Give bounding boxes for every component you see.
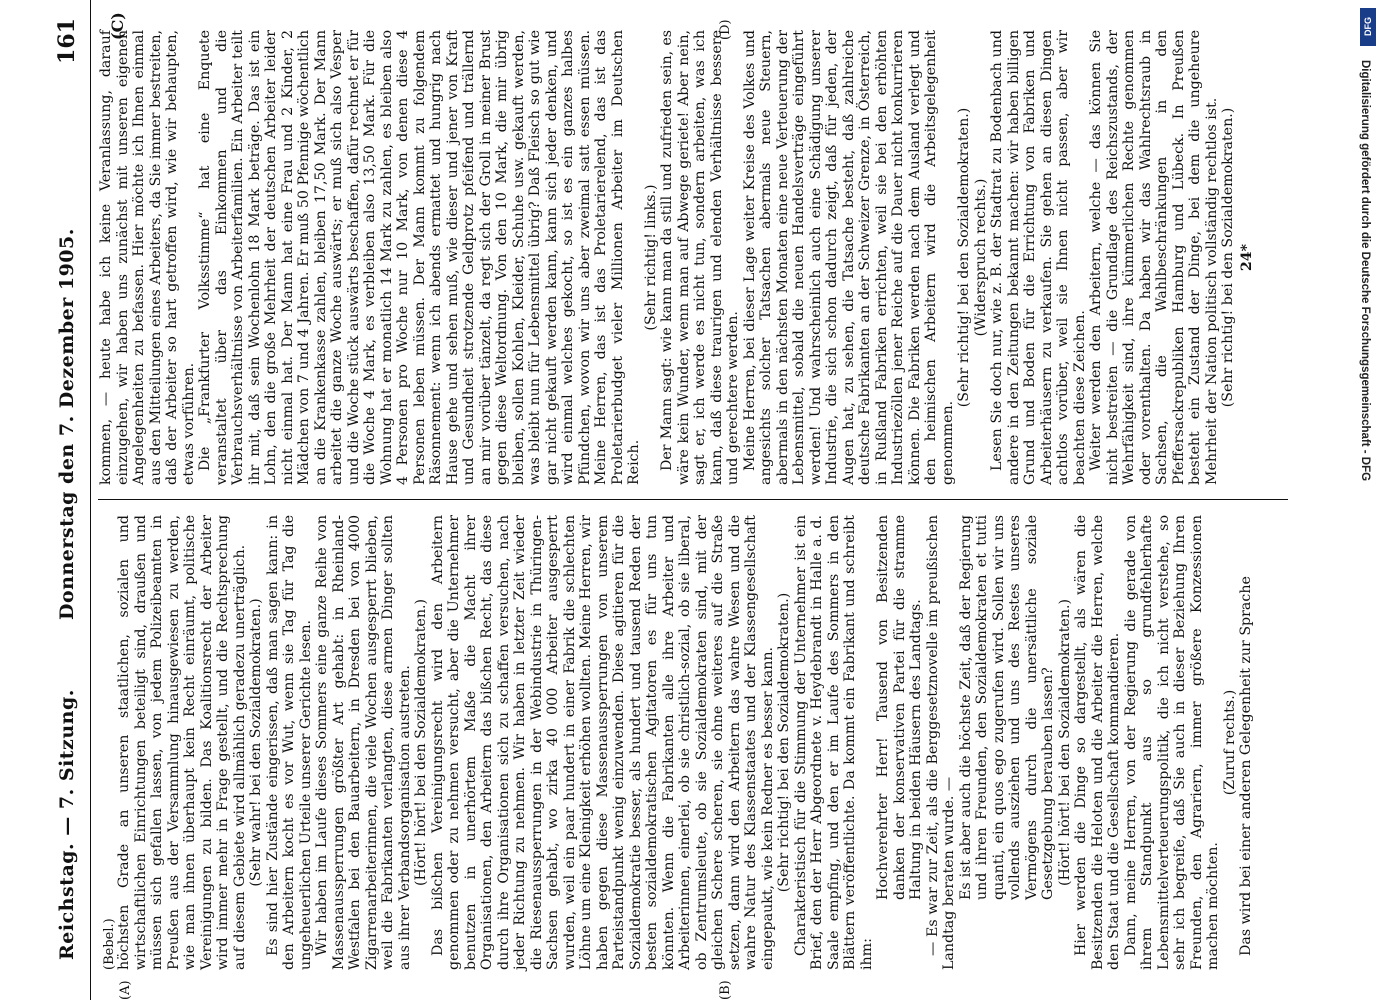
interjection: (Sehr richtig! bei den Sozialdemokraten.) <box>776 592 792 893</box>
paragraph: Weiter werden den Arbeitern, welche — das können Sie nicht bestreiten — die Grundlage des Reichszustands, der Wehrfähigkeit sind, ihre kümmerlichen Rechte genommen oder vorenthalten. Da haben wir das Wahlrechtsraub in Sachsen, die Wahlbeschränkungen in den Pfeffersackrepubliken Hamburg und Lübeck. In Preußen besteht ein Zustand der Dinge, bei dem die ungeheure Mehrheit der Nation politisch vollständig rechtlos ist. <box>1088 30 1220 485</box>
paragraph: Wir haben im Laufe dieses Sommers eine ganze Reihe von Massenaussperrungen größter Art gehabt: in Rheinland-Westfalen bei den Bauarbeitern, in Dresden bei von 4000 Zigarrenarbeiterinnen, die viele Wochen ausgesperrt blieben, weil die Fabrikanten verlangten, diese armen Dinger sollten aus ihrer Verbandsorganisation austreten. <box>314 515 413 970</box>
paragraph: Charakteristisch für die Stimmung der Unternehmer ist ein Brief, den der Herr Abgeordnete v. Heydebrandt in Halle a. d. Saale empfing, und den er im Laufe des Sommers in den Blättern veröffentlichte. Da kommt ein Fabrikant und schreibt ihm: <box>792 515 875 970</box>
quoted-letter: Hochverehrter Herr! Tausend von Besitzenden danken der konservativen Partei für die stramme Haltung in beiden Häusern des Landtags. <box>875 515 924 900</box>
interjection: (Sehr richtig! bei den Sozialdemokraten.) <box>956 107 972 408</box>
page-header <box>48 0 91 1000</box>
paragraph: kommen, — heute habe ich keine Veranlassung, darauf einzugehen, wir haben uns zunächst mit unseren eigenen Angelegenheiten zu befassen. Hier möchte ich Ihnen einmal aus den Mitteilungen eines Arbeiters, da Sie immer bestreiten, daß der Arbeiter so hart getroffen wird, wie wir behaupten, etwas vorführen. <box>98 30 197 485</box>
interjection: (Hört! hört! bei den Sozialdemokraten.) <box>1056 598 1073 887</box>
header-date: Donnerstag den 7. Dezember 1905. <box>56 228 78 620</box>
margin-mark-b: (B) <box>718 980 733 1000</box>
margin-mark-a: (A) <box>118 980 133 1000</box>
right-column <box>98 30 1255 485</box>
speaker-mark: (Bebel.) <box>102 918 117 970</box>
digitization-credit <box>1355 52 1377 702</box>
paragraph: Das bißchen Vereinigungsrecht wird den Arbeitern genommen oder zu nehmen versucht, aber die Unternehmer benutzen in unerhörtem Maße die Macht ihrer Organisationen, den Arbeitern das bißchen Recht, das diese durch ihre Organisationen sich zu schaffen versuchen, nach jeder Richtung zu nehmen. Wir haben in letzter Zeit wieder die Riesenaussperrungen in der Webindustrie in Thüringen-Sachsen gehabt, wo zirka 40 000 Arbeiter ausgesperrt wurden, weil ein paar hundert in einer Fabrik die schlechten Löhne um eine Kleinigkeit erhöhen wollten. Meine Herren, wir haben gegen diese Massenaussperrungen von unserem Parteistandpunkt wenig einzuwenden. Diese agitieren für die Sozialdemokratie besser, als hundert und tausend Reden der besten sozialdemokratischen Agitatoren es für uns tun könnten. Wenn die Fabrikanten alle ihre Arbeiter und Arbeiterinnen, einerlei, ob sie christlich-sozial, ob sie liberal, ob Zentrumsleute, ob sie Sozialdemokraten sind, mit der gleichen Schere scheren, sie ohne weiteres auf die Straße setzen, dann wird den Arbeitern das wahre Wesen und die wahre Natur des Klassenstaates und der Klassengesellschaft eingepaukt, wie kein Redner es besser kann. <box>429 515 776 970</box>
column-divider <box>98 499 1288 500</box>
corner-mark: (C) <box>108 12 127 40</box>
paragraph: Es sind hier Zustände eingerissen, daß man sagen kann: in den Arbeitern kocht es vor Wut, wenn sie Tag für Tag die ungeheuerlichen Urteile unserer Gerichte lesen. <box>264 515 314 970</box>
sheet-signature: 24* <box>1238 243 1255 272</box>
interjection: (Hört! hört! bei den Sozialdemokraten.) <box>413 598 429 887</box>
interjection: (Zuruf rechts.) <box>1221 689 1238 796</box>
rotated-page <box>18 0 1333 1000</box>
dfg-logo: DFG <box>1360 8 1376 46</box>
paragraph: Der Mann sagt: wie kann man da still und zufrieden sein, es wäre kein Wunder, wenn man auf Abwege geriete! Aber nein, sagt er, ich werde es nicht tun, sondern arbeiten, was ich kann, daß diese traurigen und elenden Verhältnisse bessere und gerechtere werden. <box>659 30 741 485</box>
paragraph: Das wird bei einer anderen Gelegenheit zur Sprache <box>1238 576 1254 956</box>
left-column <box>116 515 1255 970</box>
paragraph: Hier werden die Dinge so dargestellt, als wären die Besitzenden die Heloten und die Arbeiter die Herren, welche den Staat und die Gesellschaft kommandieren. <box>1073 515 1122 970</box>
paragraph: Lesen Sie doch nur, wie z. B. der Stadtrat zu Bodenbach und andere in den Zeitungen bekannt machen: wir haben billigen Grund und Boden für die Errichtung von Fabriken und Arbeiterhäusern zu verkaufen. Sie gehen an diesen Dingen achtlos vorüber, weil sie Ihnen nicht passen, aber wir beachten diese Zeichen. <box>989 30 1088 485</box>
interjection: (Widerspruch rechts.) <box>972 178 989 337</box>
credit-text: Digitalisierung gefördert durch die Deutsche Forschungsgemeinschaft - DFG <box>1359 60 1371 482</box>
paragraph: Dann, meine Herren, von der Regierung die gerade von ihrem Standpunkt aus so grundfehlerhafte Lebensmittelverteuerungspolitik, die ich nicht verstehe, so sehr ich begreife, daß Sie auch in dieser Beziehung Ihren Freunden, den Agrariern, immer größere Konzessionen machen möchten. <box>1122 515 1221 970</box>
interjection: (Sehr richtig! bei den Sozialdemokraten.) <box>1220 107 1236 408</box>
header-session: Reichstag. — 7. Sitzung. <box>56 689 78 960</box>
margin-mark-d: (D) <box>718 19 733 40</box>
quoted-letter: Es ist aber auch die höchste Zeit, daß der Regierung und ihren Freunden, den Sozialdemokraten et tutti quanti, ein quos ego zugerufen wird. Sollen wir uns vollends ausziehen und uns des Restes unseres Vermögens durch die unersättliche soziale Gesetzgebung berauben lassen? <box>957 515 1056 900</box>
paragraph: — Es war zur Zeit, als die Berggesetznovelle im preußischen Landtag beraten wurde. — <box>924 515 957 970</box>
interjection: (Sehr wahr! bei den Sozialdemokraten.) <box>248 598 264 887</box>
paragraph: höchsten Grade an unseren staatlichen, sozialen und wirtschaftlichen Einrichtungen beteiligt sind, draußen und müssen sich gefallen lassen, von jedem Polizeibeamten in Preußen aus der Versammlung hinausgewiesen zu werden, wie man ihnen überhaupt kein Recht einräumt, politische Vereinigungen zu bilden. Das Koalitionsrecht der Arbeiter wird immer mehr in Frage gestellt, und die Rechtsprechung auf diesem Gebiete wird allmählich geradezu unerträglich. <box>116 515 248 970</box>
paragraph: Die „Frankfurter Volksstimme“ hat eine Enquete veranstaltet über das Einkommen und die Verbrauchsverhältnisse von Arbeiterfamilien. Ein Arbeiter teilt ihr mit, daß sein Wochenlohn 18 Mark beträge. Das ist ein Lohn, den die große Mehrheit der deutschen Arbeiter leider nicht einmal hat. Der Mann hat eine Frau und 2 Kinder, 2 Mädchen von 7 und 4 Jahren. Er muß 50 Pfennige wöchentlich an die Krankenkasse zahlen, bleiben 17,50 Mark. Der Mann arbeitet die ganze Woche auswärts; er muß sich also Vesper und die Woche stück auswärts beschaffen, dafür rechnet er für die Woche 4 Mark, es verbleiben also 13,50 Mark. Für die Wohnung hat er monatlich 14 Mark zu zahlen, es bleiben also 4 Personen pro Woche nur 10 Mark, von denen diese 4 Personen leben müssen. Der Mann kommt zu folgendem Räsonnement: wenn ich abends ermattet und hungrig nach Hause gehe und sehen muß, wie dieser und jener von Kraft und Gesundheit strotzende Geldprotz pfeifend und trällernd an mir vorüber tänzelt, da regt sich der Groll in meiner Brust gegen diese Weltordnung. Von den 10 Mark, die mir übrig bleiben, sollen Kohlen, Kleider, Schuhe usw. gekauft werden, was bleibt nun für Lebensmittel übrig? Daß Fleisch so gut wie gar nicht gekauft werden kann, kann sich jeder denken, und wird einmal welches gekocht, so ist es ein ganzes halbes Pfündchen, wovon wir uns aber zweimal satt essen müssen. Meine Herren, das ist das Proletarierelend, das ist das Proletarierbudget vieler Millionen Arbeiter im Deutschen Reich. <box>197 30 642 485</box>
paragraph: Meine Herren, bei dieser Lage weiter Kreise des Volkes und angesichts solcher Tatsachen abermals neue Steuern, abermals in den nächsten Monaten eine neue Verteuerung der Lebensmittel, sobald die neuen Handelsverträge eingeführt werden! Und wahrscheinlich auch eine Schädigung unserer Industrie, die sich schon dadurch zeigt, daß für jeden, der Augen hat, zu sehen, die Tatsache besteht, daß zahlreiche deutsche Fabrikanten an der Schweizer Grenze, in Österreich, in Rußland Fabriken errichten, weil sie bei den erhöhten Industriezöllen jener Reiche auf die Dauer nicht konkurrieren können. Die Fabriken werden nach dem Ausland verlegt und den heimischen Arbeitern wird die Arbeitsgelegenheit genommen. <box>741 30 956 485</box>
interjection: (Sehr richtig! links.) <box>642 184 659 331</box>
page-number: 161 <box>54 18 80 64</box>
